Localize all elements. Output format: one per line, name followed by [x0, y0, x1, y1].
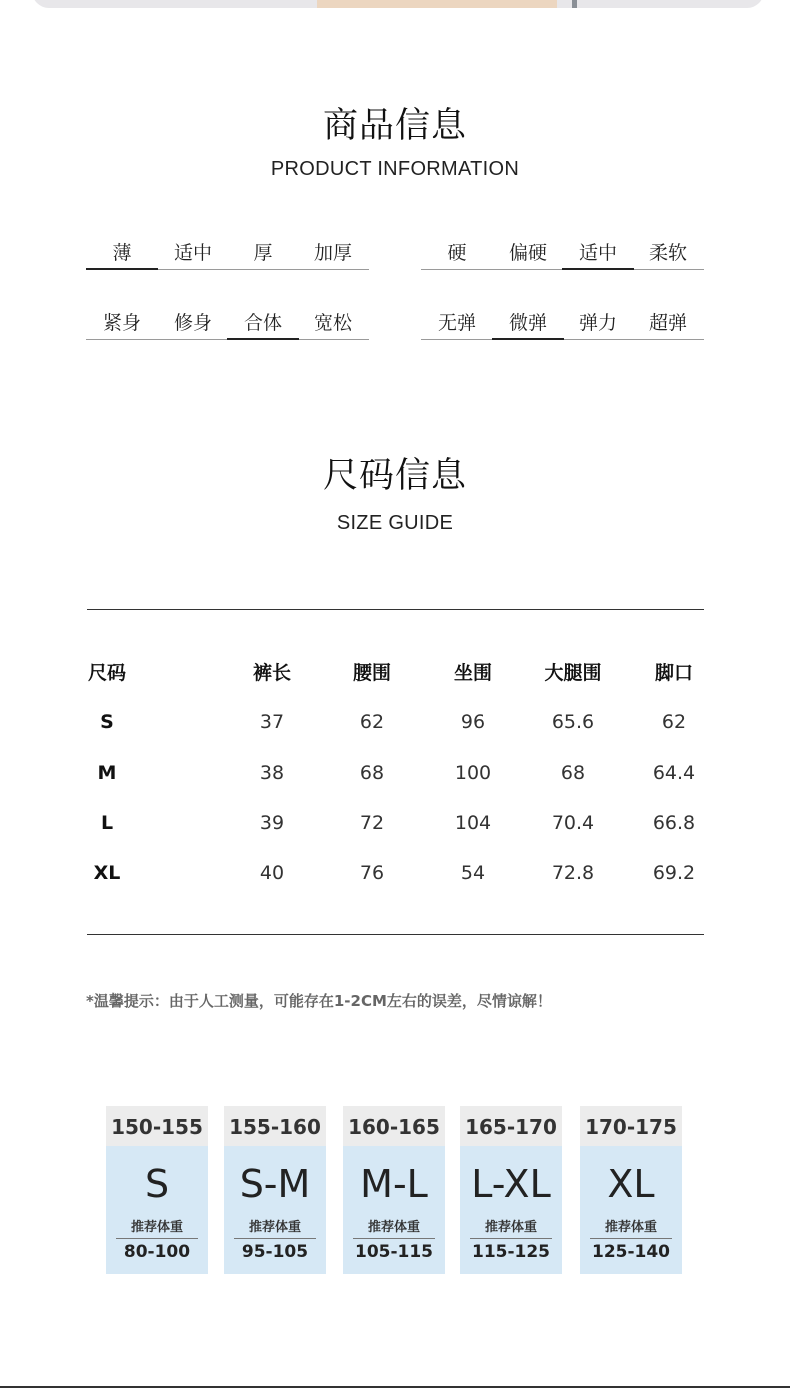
product-photo-fragment	[32, 0, 764, 8]
card-weight-label: 推荐体重	[484, 1220, 537, 1235]
card-divider	[590, 1238, 672, 1239]
card-weight-range: 80-100	[123, 1242, 191, 1262]
table-cell: 62	[661, 711, 687, 733]
card-height-range: 170-175	[580, 1106, 682, 1146]
scale-option: 修身	[173, 312, 212, 334]
card-size: S	[144, 1162, 170, 1206]
table-cell: 66.8	[652, 812, 696, 834]
table-cell: 72.8	[551, 862, 595, 884]
table-cell: 96	[460, 711, 486, 733]
table-cell: 72	[359, 812, 385, 834]
weight-card	[343, 1106, 445, 1274]
table-cell: 68	[560, 762, 586, 784]
table-header: 大腿围	[544, 662, 602, 684]
scale-option: 宽松	[313, 312, 352, 334]
table-cell: 68	[359, 762, 385, 784]
scale-option: 加厚	[313, 242, 352, 264]
measurement-tip: *温馨提示：由于人工测量，可能存在1-2CM左右的误差，尽情谅解！	[86, 992, 552, 1010]
card-size: M-L	[360, 1162, 428, 1206]
card-height-range: 160-165	[343, 1106, 445, 1146]
table-cell: 39	[259, 812, 285, 834]
scale-option: 无弹	[437, 312, 476, 334]
table-cell-size: XL	[93, 862, 121, 884]
card-weight-range: 115-125	[471, 1242, 551, 1262]
card-weight-label: 推荐体重	[130, 1220, 183, 1235]
table-cell: 100	[454, 762, 492, 784]
table-header: 腰围	[352, 662, 391, 684]
table-header: 坐围	[453, 662, 492, 684]
card-weight-label: 推荐体重	[604, 1220, 657, 1235]
softness-scale	[421, 241, 704, 270]
scale-option: 适中	[173, 242, 212, 264]
table-header: 裤长	[252, 662, 291, 684]
table-cell: 64.4	[652, 762, 696, 784]
table-header: 脚口	[654, 662, 693, 684]
card-size: S-M	[239, 1162, 311, 1206]
scale-option: 紧身	[102, 312, 141, 334]
table-cell: 37	[259, 711, 285, 733]
weight-card	[106, 1106, 208, 1274]
thickness-scale	[86, 241, 369, 270]
table-cell: 69.2	[652, 862, 696, 884]
card-divider	[353, 1238, 435, 1239]
table-cell: 38	[259, 762, 285, 784]
card-weight-range: 105-115	[354, 1242, 434, 1262]
scale-option: 柔软	[648, 242, 687, 264]
photo-skin-area	[317, 0, 557, 8]
scale-option: 薄	[86, 241, 158, 270]
card-weight-label: 推荐体重	[367, 1220, 420, 1235]
fit-scale	[86, 311, 369, 340]
card-weight-range: 95-105	[241, 1242, 309, 1262]
elasticity-scale	[421, 311, 704, 340]
weight-card	[580, 1106, 682, 1274]
scale-option: 合体	[227, 311, 299, 340]
card-size: L-XL	[471, 1162, 551, 1206]
weight-card	[460, 1106, 562, 1274]
table-cell: 65.6	[551, 711, 595, 733]
card-height-range: 150-155	[106, 1106, 208, 1146]
card-size: XL	[607, 1162, 655, 1206]
photo-divider	[572, 0, 577, 8]
table-cell: 70.4	[551, 812, 595, 834]
card-height-range: 155-160	[224, 1106, 326, 1146]
table-cell-size: S	[100, 711, 114, 733]
scale-option: 适中	[562, 241, 634, 270]
size-guide-title: 尺码信息	[322, 456, 467, 496]
card-weight-label: 推荐体重	[248, 1220, 301, 1235]
table-top-rule	[87, 609, 704, 610]
scale-option: 弹力	[578, 312, 617, 334]
scale-option: 微弹	[492, 311, 564, 340]
table-cell: 76	[359, 862, 385, 884]
scale-option: 偏硬	[508, 242, 547, 264]
table-bottom-rule	[87, 934, 704, 935]
size-guide-subtitle: SIZE GUIDE	[336, 512, 454, 534]
card-divider	[234, 1238, 316, 1239]
table-cell: 40	[259, 862, 285, 884]
product-info-title: 商品信息	[322, 106, 467, 146]
table-cell-size: M	[97, 762, 117, 784]
scale-option: 厚	[253, 242, 273, 264]
table-header: 尺码	[87, 662, 126, 684]
table-cell: 62	[359, 711, 385, 733]
product-info-subtitle: PRODUCT INFORMATION	[270, 158, 520, 180]
card-height-range: 165-170	[460, 1106, 562, 1146]
card-divider	[116, 1238, 198, 1239]
table-cell: 54	[460, 862, 486, 884]
card-divider	[470, 1238, 552, 1239]
scale-option: 超弹	[648, 312, 687, 334]
weight-card	[224, 1106, 326, 1274]
card-weight-range: 125-140	[591, 1242, 671, 1262]
table-cell: 104	[454, 812, 492, 834]
table-cell-size: L	[100, 812, 114, 834]
scale-option: 硬	[447, 242, 467, 264]
